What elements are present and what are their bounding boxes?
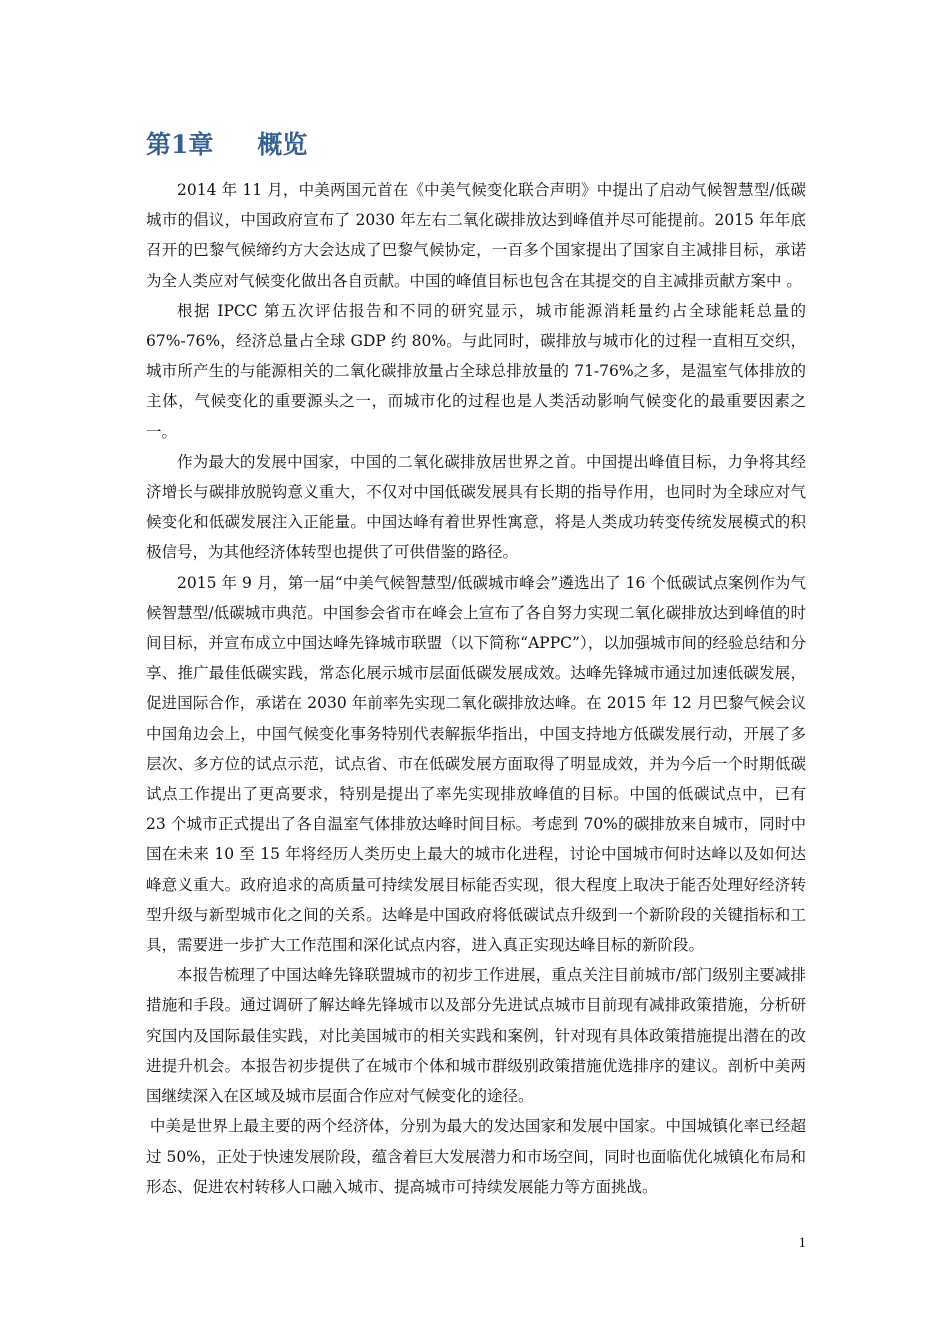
paragraph-2: 根据 IPCC 第五次评估报告和不同的研究显示，城市能源消耗量约占全球能耗总量的 67%-76%，经济总量占全球 GDP 约 80%。与此同时，碳排放与城市化的过程一直相互交织，城市所产生的与能源相关的二氧化碳排放量占全球总排放量的 71-76%之多，是温室气体排放的主体，气候变化的重要源头之一，而城市化的过程也是人类活动影响气候变化的最重要因素之一。	[146, 301, 806, 441]
paragraph-5: 本报告梳理了中国达峰先锋联盟城市的初步工作进展，重点关注目前城市/部门级别主要减排措施和手段。通过调研了解达峰先锋城市以及部分先进试点城市目前现有减排政策措施，分析研究国内及国际最佳实践，对比美国城市的相关实践和案例，针对现有具体政策措施提出潜在的改进提升机会。本报告初步提供了在城市个体和城市群级别政策措施优选排序的建议。剖析中美两国继续深入在区域及城市层面合作应对气候变化的途径。	[146, 966, 806, 1106]
body-text	[146, 175, 806, 1202]
page-number: 1	[798, 1235, 806, 1251]
chapter-title: 概览	[257, 130, 308, 159]
paragraph-4: 2015 年 9 月，第一届“中美气候智慧型/低碳城市峰会”遴选出了 16 个低碳试点案例作为气候智慧型/低碳城市典范。中国参会省市在峰会上宣布了各自努力实现二氧化碳排放达到峰值的时间目标，并宣布成立中国达峰先锋城市联盟（以下简称“APPC”），以加强城市间的经验总结和分享、推广最佳低碳实践，常态化展示城市层面低碳发展成效。达峰先锋城市通过加速低碳发展，促进国际合作，承诺在 2030 年前率先实现二氧化碳排放达峰。在 2015 年 12 月巴黎气候会议中国角边会上，中国气候变化事务特别代表解振华指出，中国支持地方低碳发展行动，开展了多层次、多方位的试点示范，试点省、市在低碳发展方面取得了明显成效，并为今后一个时期低碳试点工作提出了更高要求，特别是提出了率先实现排放峰值的目标。中国的低碳试点中，已有 23 个城市正式提出了各自温室气体排放达峰时间目标。考虑到 70%的碳排放来自城市，同时中国在未来 10 至 15 年将经历人类历史上最大的城市化进程，讨论中国城市何时达峰以及如何达峰意义重大。政府追求的高质量可持续发展目标能否实现，很大程度上取决于能否处理好经济转型升级与新型城市化之间的关系。达峰是中国政府将低碳试点升级到一个新阶段的关键指标和工具，需要进一步扩大工作范围和深化试点内容，进入真正实现达峰目标的新阶段。	[146, 573, 806, 955]
chapter-heading	[146, 126, 307, 164]
paragraph-6: 中美是世界上最主要的两个经济体，分别为最大的发达国家和发展中国家。中国城镇化率已经超过 50%，正处于快速发展阶段，蕴含着巨大发展潜力和市场空间，同时也面临优化城镇化布局和形态、促进农村转移人口融入城市、提高城市可持续发展能力等方面挑战。	[146, 1117, 806, 1196]
paragraph-3: 作为最大的发展中国家，中国的二氧化碳排放居世界之首。中国提出峰值目标，力争将其经济增长与碳排放脱钩意义重大，不仅对中国低碳发展具有长期的指导作用，也同时为全球应对气候变化和低碳发展注入正能量。中国达峰有着世界性寓意，将是人类成功转变传统发展模式的积极信号，为其他经济体转型也提供了可供借鉴的路径。	[146, 452, 806, 562]
chapter-number: 第1章	[146, 130, 214, 159]
paragraph-1: 2014 年 11 月，中美两国元首在《中美气候变化联合声明》中提出了启动气候智慧型/低碳城市的倡议，中国政府宣布了 2030 年左右二氧化碳排放达到峰值并尽可能提前。2015 年年底召开的巴黎气候缔约方大会达成了巴黎气候协定，一百多个国家提出了国家自主减排目标，承诺为全人类应对气候变化做出各自贡献。中国的峰值目标也包含在其提交的自主减排贡献方案中 。	[146, 181, 806, 290]
